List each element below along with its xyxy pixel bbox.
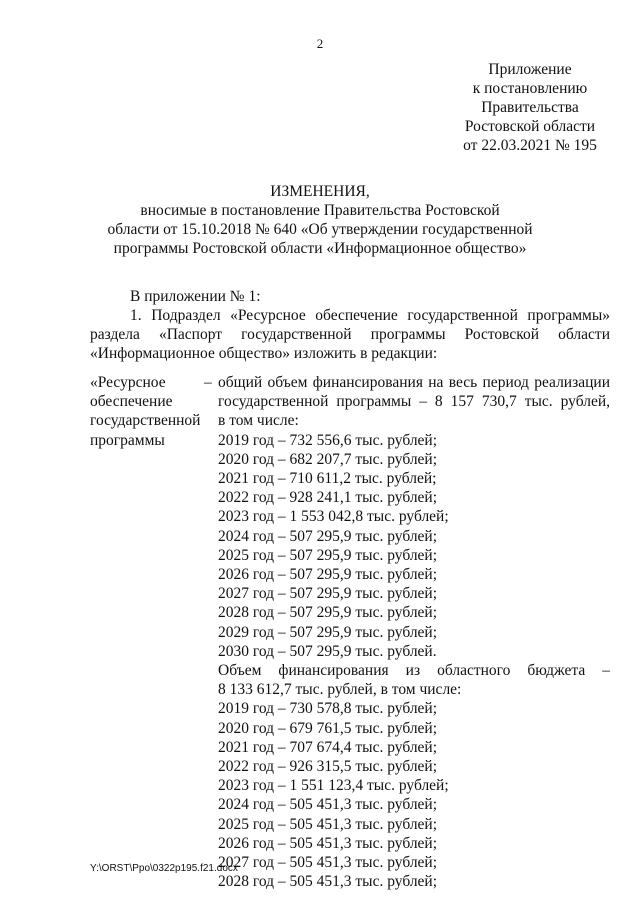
- intro-section: [90, 287, 610, 363]
- year-amount: 2022 год – 926 315,5 тыс. рублей;: [218, 758, 438, 776]
- year-amount: 2019 год – 730 578,8 тыс. рублей;: [218, 700, 438, 718]
- intro-para-line: «Информационное общество» изложить в редакции:: [90, 345, 438, 362]
- year-amount: 2020 год – 679 761,5 тыс. рублей;: [218, 719, 438, 737]
- total-line: в том числе:: [218, 412, 299, 430]
- title-heading: ИЗМЕНЕНИЯ,: [270, 183, 370, 200]
- dash-separator: –: [204, 374, 212, 391]
- year-amount: 2024 год – 505 451,3 тыс. рублей;: [218, 796, 438, 814]
- resource-content: [218, 373, 610, 891]
- appendix-block: [430, 60, 630, 155]
- intro-heading: В приложении № 1:: [130, 288, 261, 305]
- regional-line: 8 133 612,7 тыс. рублей, в том числе:: [218, 681, 462, 699]
- label-line: «Ресурсное: [90, 374, 166, 391]
- year-amount: 2021 год – 707 674,4 тыс. рублей;: [218, 738, 438, 756]
- year-amount: 2023 год – 1 553 042,8 тыс. рублей;: [218, 508, 449, 526]
- year-amount: 2028 год – 505 451,3 тыс. рублей;: [218, 873, 438, 891]
- appendix-line: от 22.03.2021 № 195: [463, 137, 597, 154]
- year-amount: 2025 год – 507 295,9 тыс. рублей;: [218, 546, 438, 564]
- label-line: программы: [90, 431, 165, 449]
- year-amount: 2026 год – 507 295,9 тыс. рублей;: [218, 566, 438, 584]
- appendix-line: Правительства: [481, 99, 579, 116]
- title-line: вносимые в постановление Правительства Ростовской: [140, 202, 500, 219]
- year-amount: 2022 год – 928 241,1 тыс. рублей;: [218, 489, 438, 507]
- label-line: обеспечение: [90, 393, 173, 411]
- appendix-line: Ростовской области: [464, 118, 596, 135]
- resource-label: [90, 373, 202, 450]
- year-amount: 2020 год – 682 207,7 тыс. рублей;: [218, 450, 438, 468]
- intro-para-line: раздела «Паспорт государственной программы Ростовской области: [90, 326, 610, 343]
- year-amount: 2021 год – 710 611,2 тыс. рублей;: [218, 470, 437, 488]
- document-title: [80, 182, 560, 258]
- year-amount: 2023 год – 1 551 123,4 тыс. рублей;: [218, 777, 449, 795]
- year-amount: 2026 год – 505 451,3 тыс. рублей;: [218, 834, 438, 852]
- year-amount: 2029 год – 507 295,9 тыс. рублей;: [218, 623, 438, 641]
- year-amount: 2019 год – 732 556,6 тыс. рублей;: [218, 431, 438, 449]
- label-line: государственной: [90, 412, 201, 430]
- file-path-footer: Y:\ORST\Ppo\0322p195.f21.docx: [90, 863, 238, 874]
- year-amount: 2027 год – 505 451,3 тыс. рублей;: [218, 854, 438, 872]
- appendix-line: к постановлению: [472, 80, 588, 97]
- title-line: программы Ростовской области «Информационное общество»: [113, 240, 527, 257]
- title-line: области от 15.10.2018 № 640 «Об утверждении государственной: [107, 221, 533, 238]
- year-amount: 2024 год – 507 295,9 тыс. рублей;: [218, 527, 438, 545]
- intro-para-line: 1. Подраздел «Ресурсное обеспечение государственной программы»: [130, 307, 610, 324]
- regional-line: Объем финансирования из областного бюджета –: [218, 662, 610, 680]
- total-line: общий объем финансирования на весь период реализации: [218, 374, 610, 391]
- appendix-line: Приложение: [488, 61, 572, 78]
- year-amount: 2030 год – 507 295,9 тыс. рублей.: [218, 642, 437, 660]
- total-line: государственной программы – 8 157 730,7 тыс. рублей,: [218, 393, 610, 411]
- year-amount: 2025 год – 505 451,3 тыс. рублей;: [218, 815, 438, 833]
- year-amount: 2028 год – 507 295,9 тыс. рублей;: [218, 604, 438, 622]
- year-amount: 2027 год – 507 295,9 тыс. рублей;: [218, 585, 438, 603]
- page-number: 2: [316, 36, 324, 51]
